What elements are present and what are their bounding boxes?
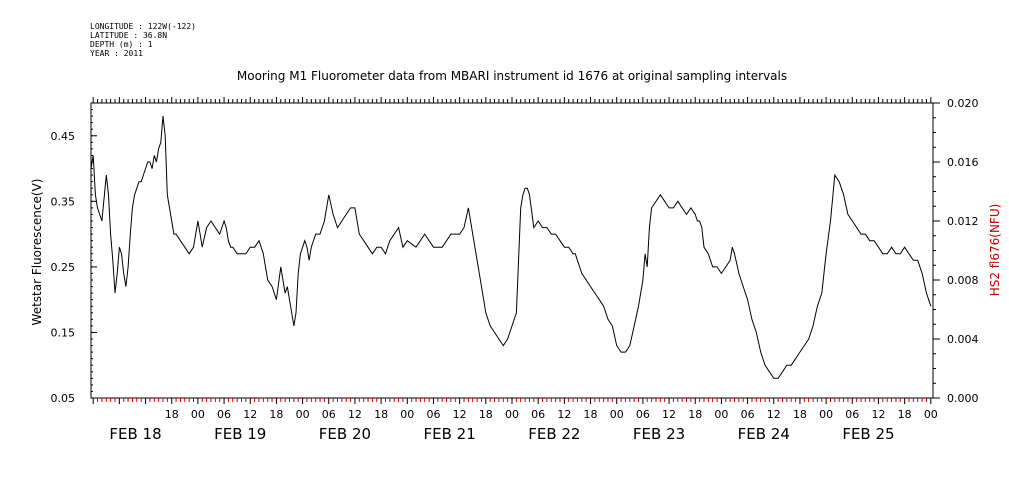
y-right-tick-label: 0.016 — [947, 156, 979, 169]
y-axis-label-right: HS2 fl676(NFU) — [988, 203, 1002, 297]
y-right-tick-label: 0.008 — [947, 274, 979, 287]
y-tick-label: 0.25 — [50, 260, 75, 274]
y-tick-label: 0.35 — [50, 195, 75, 209]
x-day-label: FEB 20 — [318, 425, 372, 443]
meta-depth: DEPTH (m) : 1 — [90, 40, 153, 49]
y-tick-label: 0.45 — [50, 129, 75, 143]
y-axis-label: Wetstar Fluorescence(V) — [30, 178, 44, 326]
x-hour-label: 12 — [557, 408, 572, 421]
plot-frame — [91, 103, 933, 398]
x-hour-label: 12 — [871, 408, 886, 421]
x-hour-label: 06 — [531, 408, 546, 421]
y-right-tick-label: 0.004 — [947, 333, 979, 346]
x-hour-label: 06 — [635, 408, 650, 421]
x-day-label: FEB 19 — [214, 425, 267, 443]
x-hour-label: 12 — [347, 408, 362, 421]
y-tick-label: 0.15 — [50, 326, 75, 340]
x-hour-label: 12 — [243, 408, 258, 421]
bottom-axis — [93, 398, 938, 443]
x-hour-label: 00 — [190, 408, 205, 421]
x-hour-label: 06 — [426, 408, 441, 421]
x-day-label: FEB 21 — [423, 425, 476, 443]
meta-longitude: LONGITUDE : 122W(-122) — [90, 22, 196, 31]
x-hour-label: 00 — [295, 408, 310, 421]
y-right-tick-label: 0.020 — [947, 97, 979, 110]
x-hour-label: 06 — [217, 408, 232, 421]
x-hour-label: 12 — [766, 408, 781, 421]
x-hour-label: 18 — [374, 408, 389, 421]
x-hour-label: 18 — [269, 408, 284, 421]
x-hour-label: 00 — [714, 408, 729, 421]
y-right-tick-label: 0.012 — [947, 215, 979, 228]
x-day-label: FEB 25 — [842, 425, 895, 443]
plot-border — [91, 103, 933, 398]
x-hour-label: 06 — [740, 408, 755, 421]
meta-latitude: LATITUDE : 36.8N — [90, 31, 168, 40]
y-tick-label: 0.05 — [50, 392, 75, 405]
x-hour-label: 06 — [321, 408, 336, 421]
x-hour-label: 00 — [505, 408, 519, 421]
chart-title: Mooring M1 Fluorometer data from MBARI instrument id 1676 at original sampling intervals — [236, 69, 788, 83]
x-hour-label: 18 — [792, 408, 807, 421]
x-hour-label: 00 — [609, 408, 624, 421]
x-day-label: FEB 18 — [109, 425, 162, 443]
x-hour-label: 00 — [923, 408, 938, 421]
right-axis — [933, 97, 979, 405]
x-hour-label: 00 — [400, 408, 415, 421]
x-hour-label: 06 — [845, 408, 860, 421]
x-hour-label: 18 — [164, 408, 179, 421]
fluorescence-line — [91, 116, 931, 378]
left-axis — [51, 103, 98, 405]
series-layer — [91, 116, 931, 378]
x-hour-label: 00 — [819, 408, 834, 421]
x-hour-label: 18 — [897, 408, 912, 421]
x-hour-label: 18 — [583, 408, 598, 421]
x-day-label: FEB 24 — [737, 425, 790, 443]
x-hour-label: 12 — [662, 408, 677, 421]
x-hour-label: 18 — [478, 408, 493, 421]
x-day-label: FEB 23 — [632, 425, 686, 443]
y-right-tick-label: 0.000 — [947, 392, 979, 405]
top-axis-ticks — [93, 97, 931, 103]
meta-year: YEAR : 2011 — [90, 49, 143, 58]
x-day-label: FEB 22 — [528, 425, 581, 443]
x-hour-label: 12 — [452, 408, 467, 421]
x-hour-label: 18 — [688, 408, 703, 421]
